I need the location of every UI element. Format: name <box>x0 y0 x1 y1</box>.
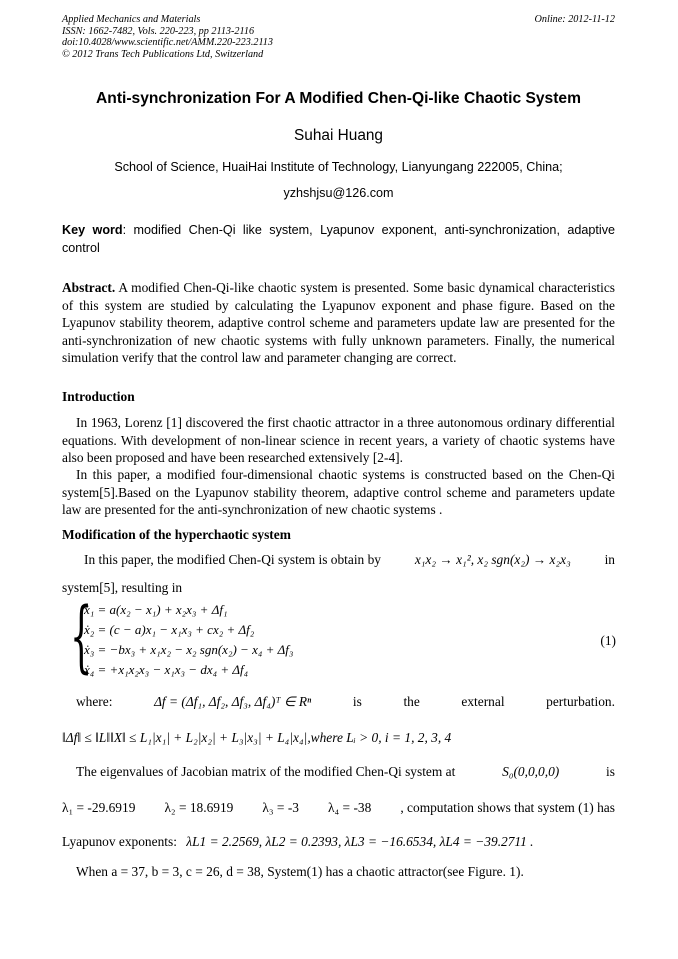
journal-name: Applied Mechanics and Materials <box>62 14 201 25</box>
paper-title: Anti-synchronization For A Modified Chen-Qi-like Chaotic System <box>96 90 581 107</box>
bound-condition: ,where Lᵢ > 0, i = 1, 2, 3, 4 <box>307 730 452 745</box>
lambda-3: λ₃ = -3 <box>262 800 299 815</box>
introduction-p2-text: In this paper, a modified four-dimensional chaotic systems is constructed based on the Chen-Qi system[5].Based on the Lyapunov stability theorem, adaptive control scheme and parameters update law are presented for the anti-synchronization of new chaotic systems . <box>62 467 615 518</box>
abstract <box>62 279 615 367</box>
affiliation: School of Science, HuaiHai Institute of Technology, Lianyungang 222005, China; <box>114 160 563 174</box>
where-external: external <box>461 694 505 709</box>
equilibrium-point: S₀(0,0,0,0) <box>502 764 560 779</box>
lambda-4: λ₄ = -38 <box>328 800 372 815</box>
introduction-p1-text: In 1963, Lorenz [1] discovered the first chaotic attractor in a three autonomous ordinary differential equations. With development of non-linear science in recent years, a variety of chaotic systems have also been proposed and have been researched extensively [2-4]. <box>62 415 615 466</box>
issn-line: ISSN: 1662-7482, Vols. 220-223, pp 2113-2116 <box>62 25 255 37</box>
left-brace: { <box>70 592 93 682</box>
introduction-paragraph-1 <box>62 414 615 467</box>
doi-line: doi:10.4028/www.scientific.net/AMM.220-223.2113 <box>62 37 273 49</box>
perturbation-bound: ‖Δf‖ ≤ ‖L‖‖X‖ ≤ L₁|x₁| + L₂|x₂| + L₃|x₃| + L₄|x₄| <box>62 730 308 745</box>
abstract-text: A modified Chen-Qi-like chaotic system is presented. Some basic dynamical characteristics of this system are studied by calculating the Lyapunov exponent and phase figure. Based on the Lyapunov stability theorem, adaptive control scheme and parameters update law are presented for the anti-synchronization of new chaotic systems with fully unknown parameters. Finally, the numerical simulation verify that the control law and parameter changing are correct. <box>62 280 615 366</box>
equation-2: ẋ₂ = (c − a)x₁ − x₁x₃ + cx₂ + Δf₂ <box>84 622 255 637</box>
eigenvalues-line <box>62 800 615 816</box>
keywords-label: Key word <box>62 223 123 237</box>
abstract-label: Abstract. <box>62 280 116 295</box>
modification-line1-end: in <box>604 552 615 567</box>
where-is: is <box>352 694 362 709</box>
substitution-math: x₁x₂ → x₁², x₂ sgn(x₂) → x₂x₃ <box>414 552 571 567</box>
lambda-1: λ₁ = -29.6919 <box>62 800 136 815</box>
modification-intro-text: In this paper, the modified Chen-Qi system is obtain by <box>84 552 381 567</box>
bound-line <box>62 730 615 746</box>
lyapunov-label: Lyapunov exponents: <box>62 834 177 849</box>
introduction-paragraph-2 <box>62 466 615 519</box>
eigen-line <box>62 764 615 780</box>
eigen-is: is <box>606 764 615 779</box>
online-date: Online: 2012-11-12 <box>534 14 615 25</box>
lambda-tail-text: , computation shows that system (1) has <box>400 800 615 815</box>
equation-4: ẋ₄ = +x₁x₂x₃ − x₁x₃ − dx₄ + Δf₄ <box>84 662 249 677</box>
lyapunov-line <box>62 834 615 850</box>
journal-header <box>62 14 615 60</box>
modification-line-1 <box>62 552 615 568</box>
eigen-text: The eigenvalues of Jacobian matrix of the modified Chen-Qi system at <box>76 764 456 779</box>
where-label: where: <box>76 694 113 709</box>
modification-line-2: system[5], resulting in <box>62 580 183 595</box>
introduction-heading: Introduction <box>62 389 135 404</box>
equation-3: ẋ₃ = −bx₃ + x₁x₂ − x₂ sgn(x₂) − x₄ + Δf₃ <box>84 642 294 657</box>
equation-1: ẋ₁ = a(x₂ − x₁) + x₂x₃ + Δf₁ <box>84 602 228 617</box>
lambda-2: λ₂ = 18.6919 <box>164 800 234 815</box>
where-the: the <box>403 694 420 709</box>
author-email: yzhshjsu@126.com <box>283 186 394 200</box>
parameter-line: When a = 37, b = 3, c = 26, d = 38, System(1) has a chaotic attractor(see Figure. 1). <box>76 864 524 879</box>
modification-heading: Modification of the hyperchaotic system <box>62 527 291 542</box>
where-line <box>62 694 615 710</box>
copyright-line: © 2012 Trans Tech Publications Ltd, Switzerland <box>62 48 264 60</box>
lyapunov-values: λL1 = 2.2569, λL2 = 0.2393, λL3 = −16.6534, λL4 = −39.2711 . <box>186 834 534 849</box>
keywords-text: : modified Chen-Qi like system, Lyapunov exponent, anti-synchronization, adaptive control <box>62 223 615 255</box>
where-perturbation: perturbation. <box>546 694 615 709</box>
author-name: Suhai Huang <box>294 127 383 144</box>
keywords <box>62 222 615 257</box>
equation-number: (1) <box>600 633 616 648</box>
perturbation-vector: Δf = (Δf₁, Δf₂, Δf₃, Δf₄)ᵀ ∈ Rⁿ <box>154 694 312 709</box>
equation-system <box>70 592 400 682</box>
